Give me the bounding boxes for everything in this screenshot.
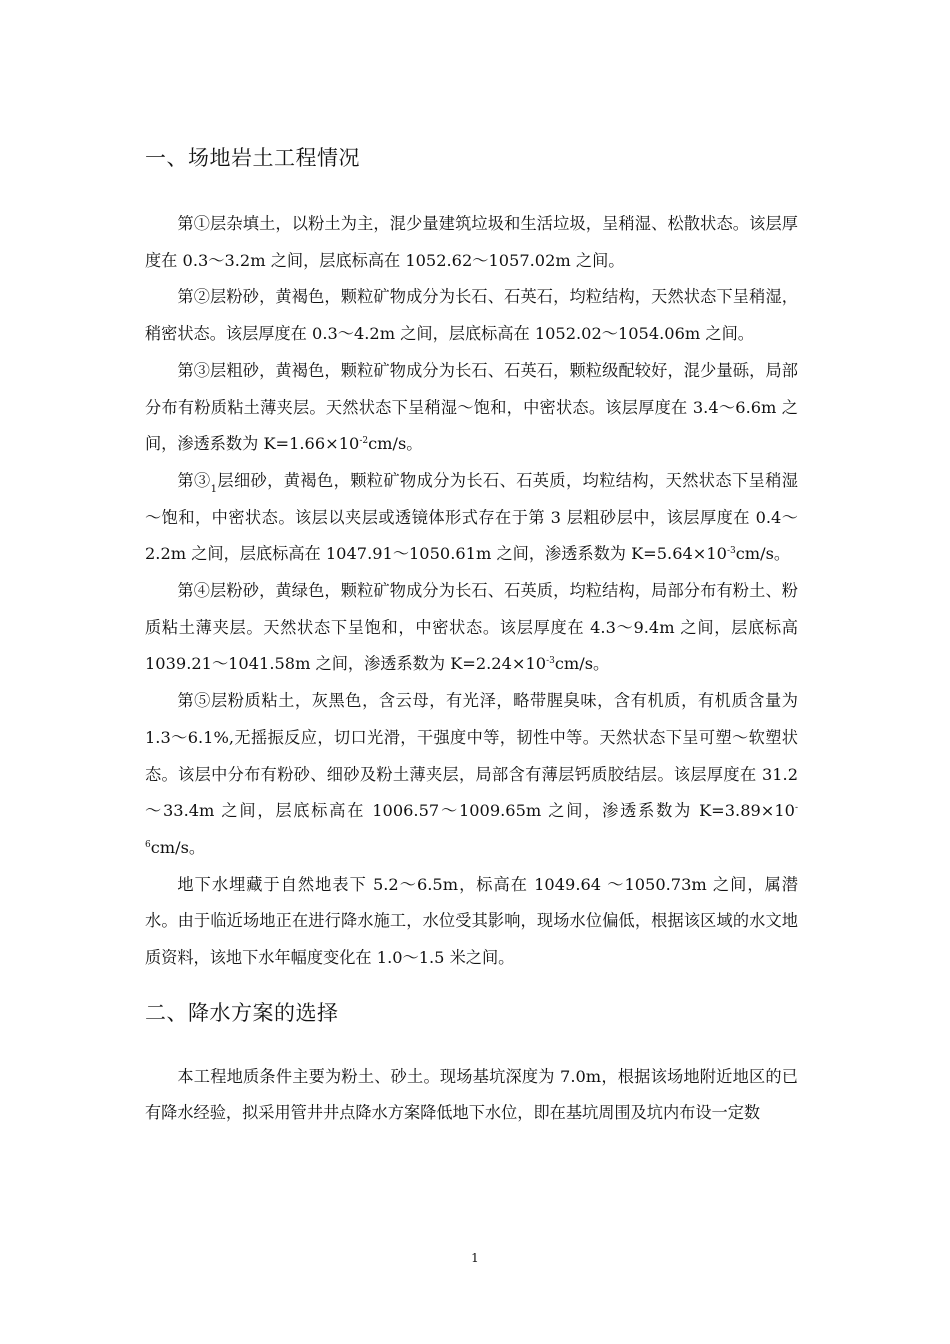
layer-3-1-exponent: -3 (726, 546, 736, 557)
layer-3-1-unit: cm/s。 (735, 544, 791, 564)
layer-5-unit: cm/s。 (150, 837, 206, 857)
paragraph-dewatering-intro: 本工程地质条件主要为粉土、砂土。现场基坑深度为 7.0m，根据该场地附近地区的已有降水经验，拟采用管井井点降水方案降低地下水位，即在基坑周围及坑内布设一定数 (145, 1066, 798, 1123)
paragraph-layer-2: 第②层粉砂，黄褐色，颗粒矿物成分为长石、石英石，均粒结构，天然状态下呈稍湿，稍密状态。该层厚度在 0.3～4.2m 之间，层底标高在 1052.02～1054.06m 之间。 (145, 287, 798, 344)
layer-4-unit: cm/s。 (554, 654, 610, 674)
section-heading-site-geotechnical: 一、场地岩土工程情况 (145, 146, 360, 170)
page-number: 1 (471, 1251, 479, 1265)
paragraph-layer-1: 第①层杂填土，以粉土为主，混少量建筑垃圾和生活垃圾，呈稍湿、松散状态。该层厚度在 0.3～3.2m 之间，层底标高在 1052.62～1057.02m 之间。 (145, 214, 798, 270)
layer-5-text: 第⑤层粉质粘土，灰黑色，含云母，有光泽，略带腥臭味，含有机质，有机质含量为 1.3～6.1%,无摇振反应，切口光滑，干强度中等，韧性中等。天然状态下呈可塑～软塑状态。该层中分布有粉砂、细砂及粉土薄夹层，局部含有薄层钙质胶结层。该层厚度在 31.2～33.4m 之间，层底标高在 1006.57～1009.65m 之间，渗透系数为 K=3.89×10 (145, 691, 798, 821)
layer-4-text: 第④层粉砂，黄绿色，颗粒矿物成分为长石、石英质，均粒结构，局部分布有粉土、粉质粘土薄夹层。天然状态下呈饱和，中密状态。该层厚度在 4.3～9.4m 之间，层底标高 1039.21～1041.58m 之间，渗透系数为 K=2.24×10 (145, 581, 798, 674)
section-heading-dewatering-scheme: 二、降水方案的选择 (145, 1000, 339, 1025)
layer-3-unit: cm/s。 (368, 434, 423, 454)
layer-3-exponent: -2 (359, 436, 369, 447)
layer-3-1-subscript: 1 (210, 483, 217, 495)
paragraph-layer-3 (145, 353, 798, 463)
layer-3-1-prefix: 第③ (177, 470, 211, 490)
paragraph-layer-4 (145, 573, 798, 683)
layer-3-text: 第③层粗砂，黄褐色，颗粒矿物成分为长石、石英石，颗粒级配较好，混少量砾，局部分布有粉质粘土薄夹层。天然状态下呈稍湿～饱和，中密状态。该层厚度在 3.4～6.6m 之间，渗透系数为 K=1.66×10 (145, 360, 798, 454)
layer-5-exponent: -6 (145, 803, 798, 850)
document-body (145, 138, 798, 1132)
paragraph-layer-5 (145, 683, 798, 867)
layer-4-exponent: -3 (546, 656, 555, 667)
layer-3-1-text: 层细砂，黄褐色，颗粒矿物成分为长石、石英质，均粒结构，天然状态下呈稍湿～饱和，中密状态。该层以夹层或透镜体形式存在于第 3 层粗砂层中，该层厚度在 0.4～2.2m 之间，层底标高在 1047.91～1050.61m 之间，渗透系数为 K=5.64×10 (145, 470, 798, 564)
paragraph-groundwater: 地下水埋藏于自然地表下 5.2～6.5m，标高在 1049.64 ～1050.73m 之间，属潜水。由于临近场地正在进行降水施工，水位受其影响，现场水位偏低，根据该区域的水文地质资料，该地下水年幅度变化在 1.0～1.5 米之间。 (145, 874, 798, 968)
paragraph-layer-3-1 (145, 463, 798, 573)
